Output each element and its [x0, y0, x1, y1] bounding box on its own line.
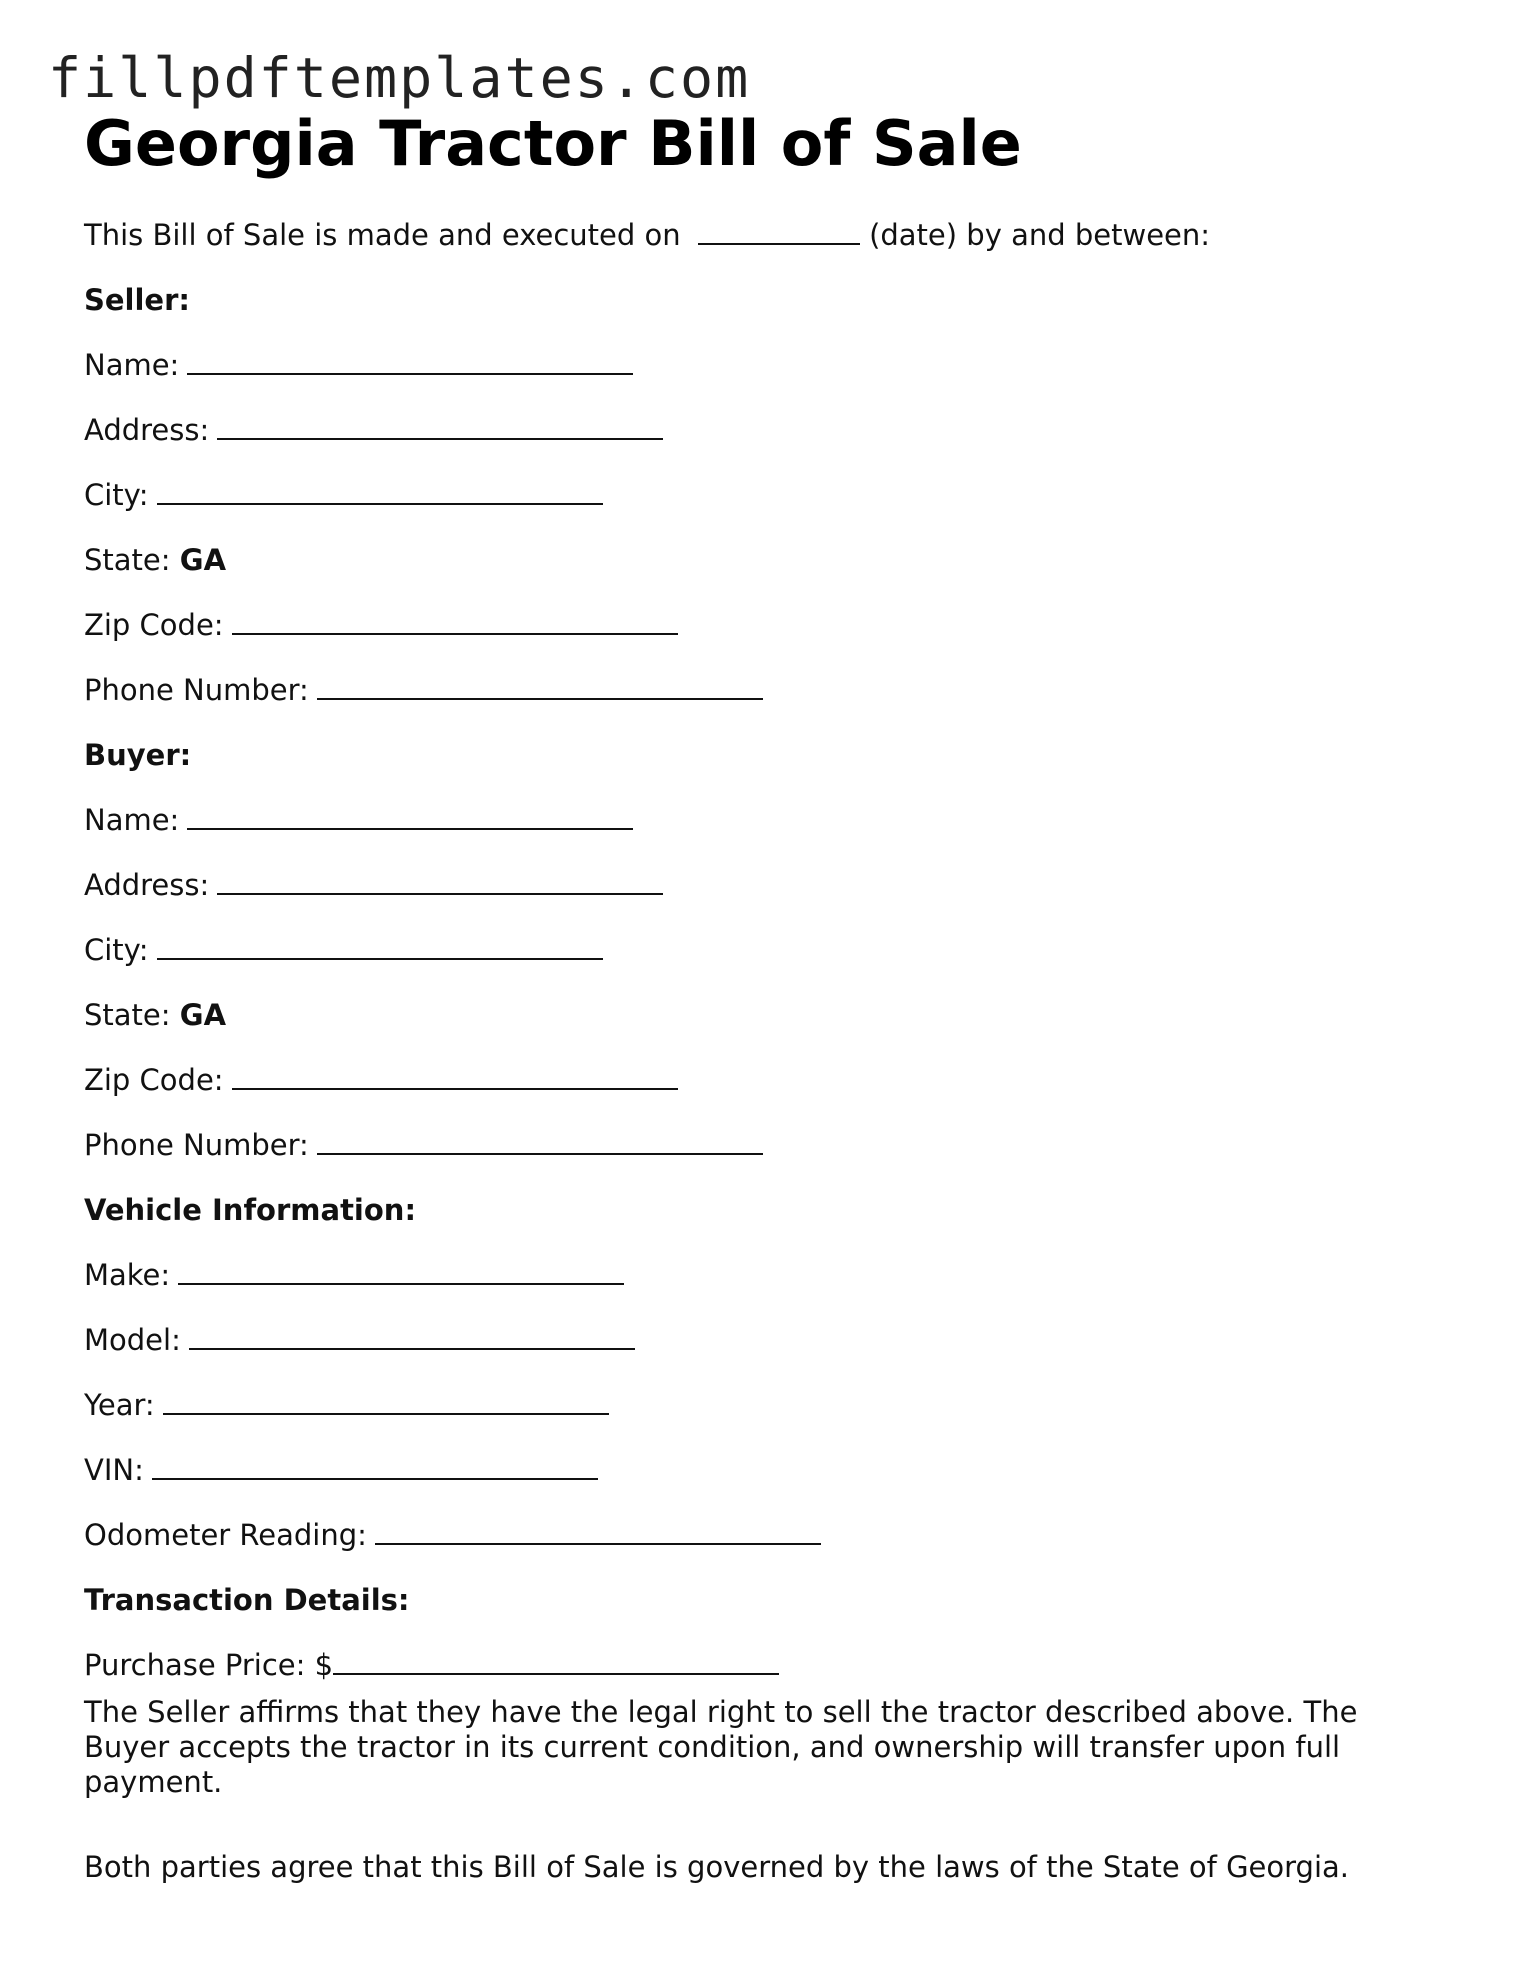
seller-name-field[interactable] — [187, 346, 633, 375]
seller-name-label: Name: — [84, 348, 180, 382]
purchase-price-field[interactable] — [333, 1646, 779, 1675]
buyer-zip-label: Zip Code: — [84, 1063, 224, 1097]
vehicle-make-label: Make: — [84, 1258, 171, 1292]
seller-city-field[interactable] — [157, 476, 603, 505]
vehicle-year-label: Year: — [84, 1388, 155, 1422]
buyer-state-value: GA — [179, 998, 227, 1032]
purchase-price-row — [84, 1645, 779, 1685]
vehicle-odometer-label: Odometer Reading: — [84, 1518, 367, 1552]
vehicle-make-row — [84, 1255, 624, 1295]
vehicle-odometer-field[interactable] — [375, 1516, 821, 1545]
seller-state-value: GA — [179, 543, 227, 577]
vehicle-model-label: Model: — [84, 1323, 181, 1357]
seller-address-label: Address: — [84, 413, 210, 447]
vehicle-model-field[interactable] — [189, 1321, 635, 1350]
intro-text-before: This Bill of Sale is made and executed on — [84, 218, 681, 252]
buyer-state-row — [84, 995, 226, 1035]
document-title: Georgia Tractor Bill of Sale — [84, 107, 1022, 180]
seller-address-row — [84, 410, 663, 450]
seller-zip-row — [84, 605, 678, 645]
buyer-zip-row — [84, 1060, 678, 1100]
vehicle-year-row — [84, 1385, 609, 1425]
seller-city-row — [84, 475, 603, 515]
seller-city-label: City: — [84, 478, 149, 512]
buyer-city-field[interactable] — [157, 931, 603, 960]
buyer-address-label: Address: — [84, 868, 210, 902]
intro-text-after: (date) by and between: — [869, 218, 1211, 252]
vehicle-year-field[interactable] — [163, 1386, 609, 1415]
seller-phone-field[interactable] — [317, 671, 763, 700]
vehicle-make-field[interactable] — [178, 1256, 624, 1285]
buyer-zip-field[interactable] — [232, 1061, 678, 1090]
seller-zip-field[interactable] — [232, 606, 678, 635]
date-field[interactable] — [698, 216, 860, 245]
vehicle-vin-field[interactable] — [152, 1451, 598, 1480]
seller-zip-label: Zip Code: — [84, 608, 224, 642]
buyer-heading: Buyer: — [84, 738, 192, 772]
seller-heading: Seller: — [84, 283, 191, 317]
governing-law-paragraph: Both parties agree that this Bill of Sale is governed by the laws of the State of Georgia. — [84, 1850, 1349, 1884]
seller-address-field[interactable] — [217, 411, 663, 440]
seller-state-label: State: — [84, 543, 171, 577]
buyer-address-field[interactable] — [217, 866, 663, 895]
purchase-price-label: Purchase Price: $ — [84, 1648, 334, 1682]
vehicle-model-row — [84, 1320, 635, 1360]
affirmation-paragraph: The Seller affirms that they have the legal right to sell the tractor described above. The Buyer accepts the tractor in its current condition, and ownership will transfer upon full payment. — [84, 1695, 1358, 1799]
vehicle-heading: Vehicle Information: — [84, 1193, 417, 1227]
buyer-address-row — [84, 865, 663, 905]
seller-phone-row — [84, 670, 763, 710]
vehicle-vin-row — [84, 1450, 598, 1490]
buyer-city-label: City: — [84, 933, 149, 967]
buyer-name-label: Name: — [84, 803, 180, 837]
buyer-state-label: State: — [84, 998, 171, 1032]
buyer-phone-label: Phone Number: — [84, 1128, 309, 1162]
seller-state-row — [84, 540, 226, 580]
site-watermark: fillpdftemplates.com — [48, 46, 751, 110]
buyer-phone-field[interactable] — [317, 1126, 763, 1155]
vehicle-odometer-row — [84, 1515, 821, 1555]
vehicle-vin-label: VIN: — [84, 1453, 144, 1487]
buyer-name-row — [84, 800, 633, 840]
intro-line — [84, 215, 1210, 255]
buyer-name-field[interactable] — [187, 801, 633, 830]
seller-name-row — [84, 345, 633, 385]
buyer-city-row — [84, 930, 603, 970]
buyer-phone-row — [84, 1125, 763, 1165]
transaction-heading: Transaction Details: — [84, 1583, 410, 1617]
seller-phone-label: Phone Number: — [84, 673, 309, 707]
